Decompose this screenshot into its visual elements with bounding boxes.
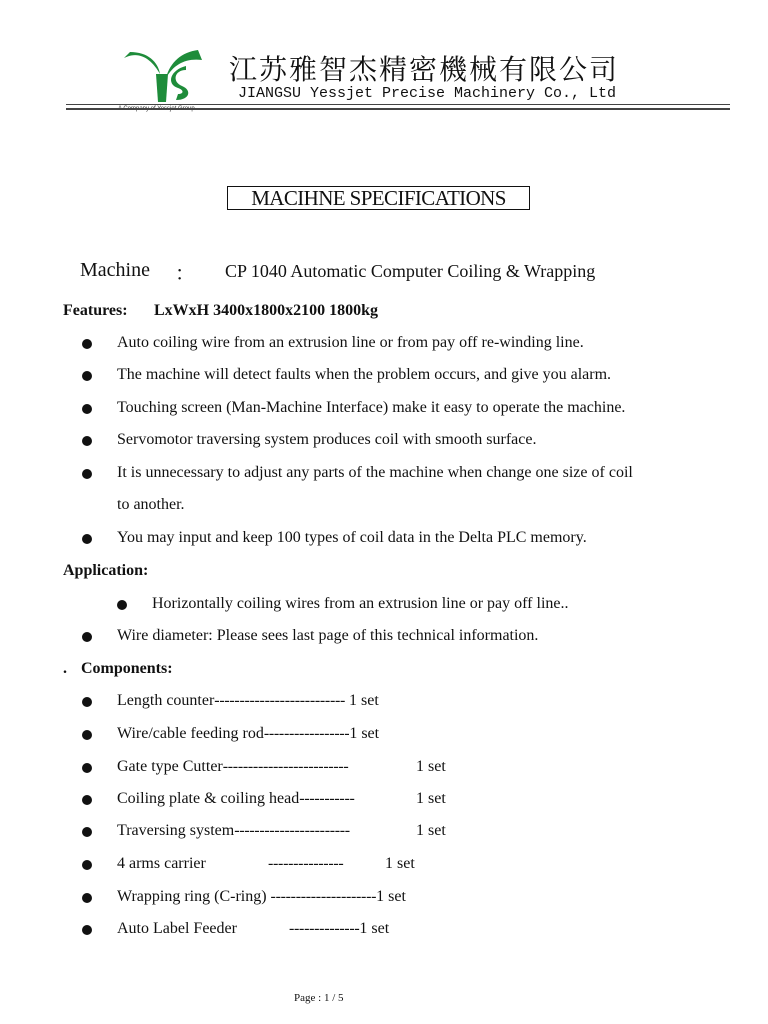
component-qty: 1 set: [385, 855, 415, 872]
components-heading: Components:: [81, 660, 173, 677]
component-item: [117, 822, 350, 840]
bullet-icon: [82, 534, 92, 544]
bullet-icon: [117, 600, 127, 610]
feature-item: It is unnecessary to adjust any parts of the machine when change one size of coil: [117, 464, 633, 481]
features-heading: Features:: [63, 302, 128, 319]
bullet-icon: [82, 339, 92, 349]
feature-item: Servomotor traversing system produces coil with smooth surface.: [117, 431, 537, 448]
component-name: Gate type Cutter: [117, 758, 223, 775]
component-item: [117, 758, 348, 776]
component-qty: 1 set: [416, 822, 446, 839]
document-title: MACIHNE SPECIFICATIONS: [227, 186, 530, 210]
company-name-english: JIANGSU Yessjet Precise Machinery Co., Ltd: [238, 85, 617, 102]
component-leader: -----------------------: [234, 822, 350, 839]
component-leader: --------------------------: [214, 692, 346, 709]
component-name: Wire/cable feeding rod: [117, 725, 264, 742]
component-qty: 1 set: [416, 758, 446, 775]
header-rule-thick: [66, 108, 730, 110]
component-name: Length counter: [117, 692, 215, 709]
application-heading: Application:: [63, 562, 149, 579]
bullet-icon: [82, 697, 92, 707]
component-item: [117, 920, 237, 938]
application-item: Horizontally coiling wires from an extrusion line or pay off line..: [152, 595, 569, 612]
component-name: 4 arms carrier: [117, 855, 206, 872]
component-item: [117, 692, 379, 710]
component-qty: 1 set: [345, 692, 379, 709]
component-name: Auto Label Feeder: [117, 920, 237, 937]
feature-item: Auto coiling wire from an extrusion line or from pay off re-winding line.: [117, 334, 584, 351]
bullet-icon: [82, 860, 92, 870]
component-leader: ---------------------: [270, 888, 377, 905]
machine-model: CP 1040 Automatic Computer Coiling & Wrapping: [225, 261, 596, 281]
component-qty: 1 set: [416, 790, 446, 807]
header-rule: [66, 104, 730, 105]
bullet-icon: [82, 436, 92, 446]
bullet-icon: [82, 893, 92, 903]
page-number: Page : 1 / 5: [294, 992, 344, 1004]
component-name: Coiling plate & coiling head: [117, 790, 300, 807]
feature-item: The machine will detect faults when the problem occurs, and give you alarm.: [117, 366, 612, 383]
component-name: Wrapping ring (C-ring): [117, 888, 271, 905]
machine-colon: ：: [175, 263, 195, 285]
components-prefix: .: [63, 660, 67, 677]
company-logo: [118, 44, 214, 108]
feature-item: You may input and keep 100 types of coil data in the Delta PLC memory.: [117, 529, 587, 546]
component-leader: --------------: [289, 920, 360, 937]
component-item: [117, 888, 406, 906]
bullet-icon: [82, 469, 92, 479]
company-name-chinese: 江苏雅智杰精密機械有限公司: [229, 53, 620, 86]
component-item: [117, 855, 206, 873]
machine-label: Machine: [80, 259, 150, 281]
bullet-icon: [82, 371, 92, 381]
feature-item: Touching screen (Man-Machine Interface) make it easy to operate the machine.: [117, 399, 626, 416]
bullet-icon: [82, 795, 92, 805]
logo-caption: A Company of Yessjet Group: [118, 106, 195, 112]
component-item-tail: [289, 920, 389, 938]
bullet-icon: [82, 404, 92, 414]
component-leader: -----------: [299, 790, 355, 807]
component-qty: 1 set: [376, 888, 406, 905]
bullet-icon: [82, 827, 92, 837]
component-item: [117, 790, 355, 808]
component-leader: -----------------: [263, 725, 350, 742]
bullet-icon: [82, 763, 92, 773]
component-leader: -------------------------: [222, 758, 349, 775]
bullet-icon: [82, 730, 92, 740]
component-qty: 1 set: [359, 920, 390, 937]
component-qty: 1 set: [349, 725, 380, 742]
component-item: [117, 725, 379, 743]
component-name: Traversing system: [117, 822, 235, 839]
bullet-icon: [82, 925, 92, 935]
bullet-icon: [82, 632, 92, 642]
feature-item-continuation: to another.: [117, 496, 185, 513]
application-item: Wire diameter: Please sees last page of this technical information.: [117, 627, 539, 644]
component-leader: ---------------: [268, 855, 344, 872]
features-dimensions: LxWxH 3400x1800x2100 1800kg: [154, 302, 379, 319]
